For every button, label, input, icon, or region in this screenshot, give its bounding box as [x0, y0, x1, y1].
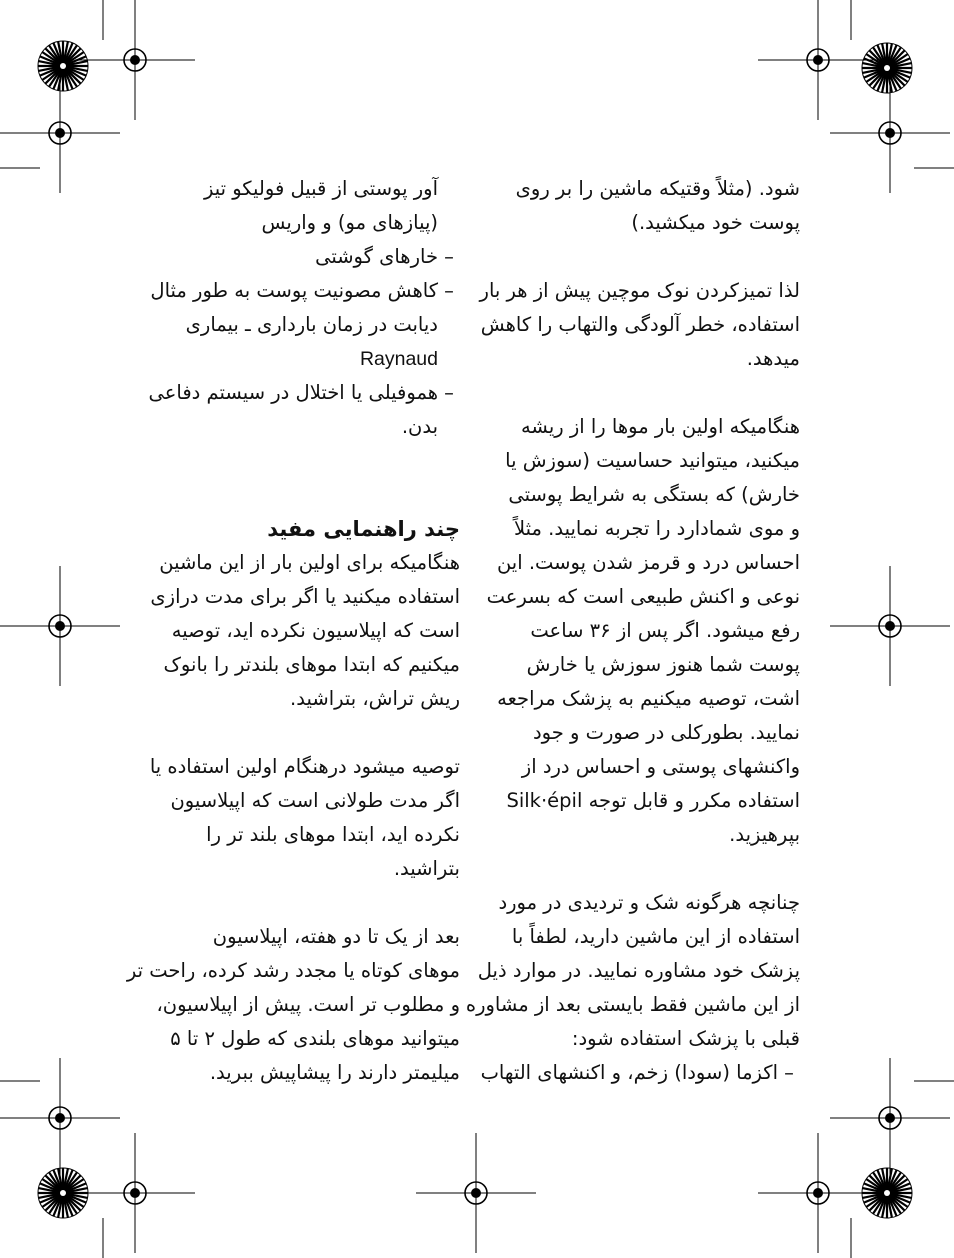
text-line: است که اپیلاسیون نکرده اید، توصیه	[171, 619, 460, 642]
bullet-item	[130, 274, 460, 308]
text-line: نکرده اید، ابتدا موهای بلند تر را	[206, 823, 460, 846]
bullet-item	[130, 240, 460, 274]
registration-mark-right-upper	[830, 73, 950, 193]
text-line: لذا تمیزکردن نوک موچین پیش از هر بار	[479, 279, 800, 302]
bullet-text: خارهای گوشتی	[315, 245, 438, 268]
text-line: میتوانید موهای بلندی که طول ۲ تا ۵	[170, 1027, 460, 1050]
starburst-top-right	[862, 43, 912, 93]
bullet-text: کاهش مصونیت پوست به طور مثال	[150, 279, 438, 302]
bullet-dash: –	[784, 1061, 794, 1084]
text-line: اشت، توصیه میکنیم به پزشک مراجعه	[497, 687, 800, 710]
starburst-top-left	[38, 41, 88, 91]
text-line: نوعی و اکنش طبیعی است که بسرعت	[486, 585, 800, 608]
text-line: استفاده مکرر و قابل توجه Silk·épil	[506, 789, 800, 812]
text-line: دیابت در زمان بارداری ـ بیماری	[185, 313, 438, 336]
text-line: پزشک خود مشاوره نمایید. در موارد ذیل	[477, 959, 800, 982]
text-line: رفع میشود. اگر پس از ۳۶ ساعت	[530, 619, 800, 642]
text-line: استفاده، خطر آلودگی والتهاب را کاهش	[480, 313, 800, 336]
registration-mark-top-2	[758, 0, 878, 120]
text-line: میدهد.	[746, 347, 800, 370]
registration-mark-top-1	[75, 0, 195, 120]
left-column	[126, 172, 460, 1090]
registration-mark-right-middle	[830, 566, 950, 686]
text-line: احساس درد و قرمز شدن پوست. این	[496, 551, 800, 574]
starburst-bottom-left	[38, 1168, 88, 1218]
registration-mark-left-middle	[0, 566, 120, 686]
text-line: استفاده میکنید یا اگر برای مدت درازی	[150, 585, 460, 608]
text-line: (پیازهای مو) و واریس	[261, 211, 438, 234]
bullet-dash: –	[444, 381, 454, 404]
text-line: پوست خود میکشید.)	[631, 211, 800, 234]
text-line: ریش تراش، بتراشید.	[290, 687, 460, 710]
text-line: نمایید. بطورکلی در صورت و جود	[532, 721, 800, 744]
registration-mark-bottom-2	[758, 1133, 878, 1253]
right-column	[465, 172, 800, 1090]
text-line: از این ماشین فقط بایستی بعد از مشاوره	[465, 993, 800, 1016]
text-line: میلیمتر دارند را پیشاپیش ببرید.	[209, 1061, 460, 1084]
text-line: چنانچه هرگونه شک و تردیدی در مورد	[498, 891, 800, 914]
registration-mark-left-lower	[0, 1058, 120, 1178]
text-line: استفاده از این ماشین دارید، لطفاً با	[511, 925, 800, 948]
text-line: و مطلوب تر است. پیش از اپیلاسیون،	[156, 993, 460, 1016]
text-line: و موی شمادارد را تجربه نمایید. مثلاً	[514, 517, 800, 540]
registration-mark-left-upper	[0, 73, 120, 193]
text-line: هنگامیکه اولین بار موها را از ریشه	[520, 415, 800, 438]
registration-mark-bottom-center	[416, 1133, 536, 1253]
text-line: هنگامیکه برای اولین بار از این ماشین	[159, 551, 460, 574]
bullet-dash: –	[444, 279, 454, 302]
text-line: بدن.	[401, 415, 438, 438]
registration-mark-right-lower	[830, 1058, 950, 1178]
text-line: Raynaud	[359, 348, 438, 370]
text-line: پوست شما هنوز سوزش یا خارش	[526, 653, 800, 676]
text-line: میکنیم که ابتدا موهای بلندتر را بانوک	[163, 653, 460, 676]
text-line: بپرهیزید.	[729, 823, 800, 846]
bullet-dash: –	[444, 245, 454, 268]
text-line: خارش) که بستگی به شرایط پوستی	[508, 483, 800, 506]
bullet-text: اکزما (سودا) زخم، و اکنشهای التهاب	[480, 1061, 778, 1084]
text-line: بعد از یک تا دو هفته، اپیلاسیون	[212, 925, 460, 948]
text-line: میکنید، میتوانید حساسیت (سوزش یا	[505, 449, 800, 472]
bullet-item	[130, 376, 460, 410]
text-line: قبلی با پزشک استفاده شود:	[571, 1027, 800, 1050]
starburst-bottom-right	[862, 1168, 912, 1218]
bullet-text: هموفیلی یا اختلال در سیستم دفاعی	[148, 381, 438, 404]
text-line: توصیه میشود درهنگام اولین استفاده یا	[149, 755, 460, 778]
registration-mark-bottom-1	[75, 1133, 195, 1253]
text-line: واکنشهای پوستی و احساس درد از	[521, 755, 800, 778]
section-heading: چند راهنمایی مفید	[267, 517, 460, 541]
bullet-item	[480, 1056, 800, 1090]
text-line: اگر مدت طولانی است که اپیلاسیون	[170, 789, 460, 812]
text-line: بتراشید.	[393, 857, 460, 880]
text-line: موهای کوتاه یا مجدد رشد کرده، راحت تر	[126, 959, 460, 982]
text-line: شود. (مثلاً وقتیکه ماشین را بر روی	[515, 177, 800, 200]
text-line: آور پوستی از قبیل فولیکو تیز	[203, 177, 438, 200]
